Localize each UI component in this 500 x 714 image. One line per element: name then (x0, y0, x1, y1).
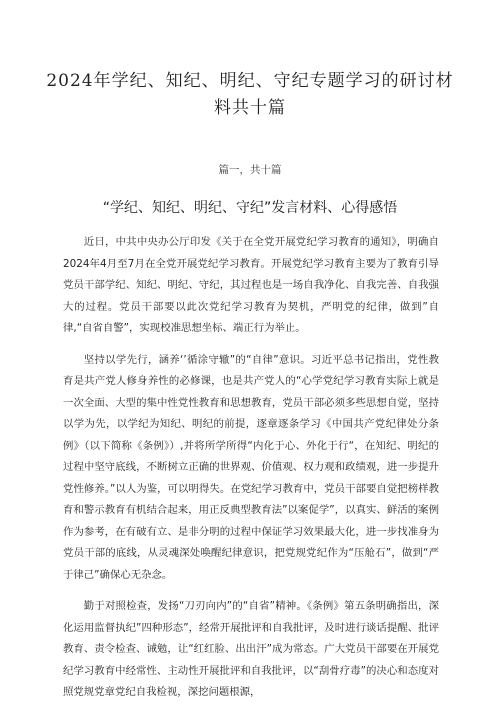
paragraph: 近日，中共中央办公厅印发《关于在全党开展党纪学习教育的通知》，明确自2024年4月至7月在全党开展党纪学习教育。开展党纪学习教育主要为了教育引导党员干部学纪、知纪、明纪、守纪，其过程也是一场自我净化、自我完善、自我强大的过程。党员干部要以此次党纪学习教育为契机，严明党的纪律，做到”自律,“自省自警”，实现校准思想坐标、端正行为举止。 (63, 236, 439, 334)
section-label: 篇一，共十篇 (218, 164, 282, 176)
section-heading: “学纪、知纪、明纪、守纪”发言材料、心得感悟 (102, 200, 398, 216)
paragraph: 坚持以学先行，涵养‘’循涂守辙”的“自律”意识。习近平总书记指出，党性教育是共产党人修身养性的必修课，也是共产党人的“心学党纪学习教育实际上就是一次全面、大型的集中性党性教育和思想教育，党员干部必须多些思想自觉，坚持以学为先，以学纪为知纪、明纪的前提，逐章逐条学习《中国共产党纪律处分条例》（以下简称《条例》）,并将所学所得“内化于心、外化于行“，在知纪、明纪的过程中坚守底线，不断树立正确的世界观、价值观、权力观和政绩观，进一步提升党性修养。”以人为鉴，可以明得失。在党纪学习教育中，党员干部要自觉把榜样教育和警示教育有机结合起来，用正反典型教育法”以案促学”，以真实、鲜活的案例作为参考，在有破有立、是非分明的过程中保证学习效果最大化，进一步找准身为党员干部的底线，从灵魂深处唤醒纪律意识，把党规党纪作为“压舱石”，做到“严于律己”确保心无杂念。 (63, 353, 439, 581)
paragraph: 勤于对照检查，发扬“刀刃向内”的“自省”精神。《条例》第五条明确指出，深化运用监督执纪”四种形态”，经常开展批评和自我批评，及时进行谈话提醒、批评教育、责令检查、诫勉，让“红红脸、出出汗”成为常态。广大党员干部要在开展党纪学习教育中经常性、主动性开展批评和自我批评，以“刮骨疗毒”的决心和态度对照党规党章党纪自我检视，深挖问题根源， (63, 600, 439, 698)
document-title: 2024年学纪、知纪、明纪、守纪专题学习的研讨材料共十篇 (46, 71, 454, 118)
document-body (63, 232, 439, 714)
